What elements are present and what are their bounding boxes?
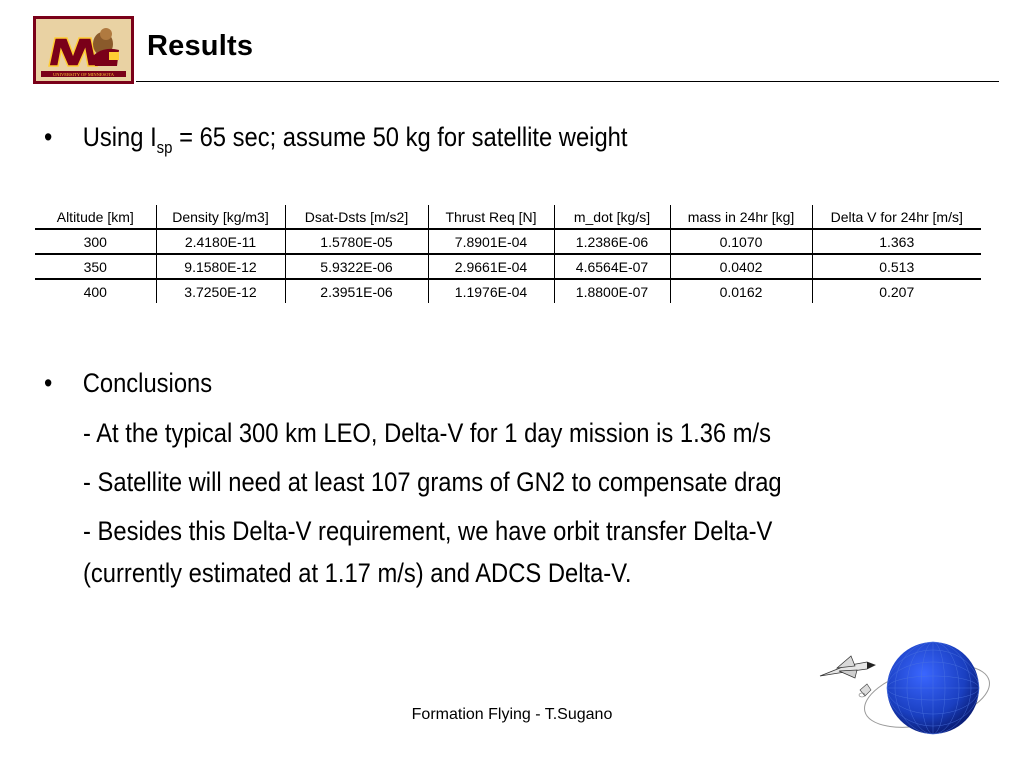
table-cell: 1.363: [812, 229, 981, 254]
conclusion-line: - Besides this Delta-V requirement, we have orbit transfer Delta-V: [83, 516, 773, 546]
slide-title: Results: [147, 30, 254, 62]
table-cell: 3.7250E-12: [156, 279, 285, 303]
column-header: Dsat-Dsts [m/s2]: [285, 205, 428, 229]
conclusion-line: (currently estimated at 1.17 m/s) and ADCS Delta-V.: [83, 558, 632, 588]
table-cell: 1.8800E-07: [554, 279, 670, 303]
column-header: Altitude [km]: [35, 205, 156, 229]
table-row: [35, 229, 981, 254]
table-cell: 1.2386E-06: [554, 229, 670, 254]
column-header: Density [kg/m3]: [156, 205, 285, 229]
table-cell: 400: [35, 279, 156, 303]
column-header: m_dot [kg/s]: [554, 205, 670, 229]
university-logo: [33, 16, 134, 84]
bullet-dot: •: [44, 368, 53, 398]
table-cell: 2.3951E-06: [285, 279, 428, 303]
conclusion-line: - At the typical 300 km LEO, Delta-V for 1 day mission is 1.36 m/s: [83, 418, 772, 448]
column-header: mass in 24hr [kg]: [670, 205, 812, 229]
table-header-row: [35, 205, 981, 229]
table-cell: 5.9322E-06: [285, 254, 428, 279]
conclusions-label: Conclusions: [82, 368, 213, 398]
table-cell: 1.1976E-04: [428, 279, 554, 303]
table-cell: 1.5780E-05: [285, 229, 428, 254]
table-cell: 0.0402: [670, 254, 812, 279]
drag-results-table: [35, 205, 981, 303]
column-header: Delta V for 24hr [m/s]: [812, 205, 981, 229]
column-header: Thrust Req [N]: [428, 205, 554, 229]
table-cell: 7.8901E-04: [428, 229, 554, 254]
table-cell: 0.513: [812, 254, 981, 279]
bullet-isp: [44, 121, 627, 164]
table-cell: 4.6564E-07: [554, 254, 670, 279]
isp-subscript: sp: [156, 138, 173, 157]
table-cell: 0.0162: [670, 279, 812, 303]
table-row: [35, 279, 981, 303]
table-cell: 2.4180E-11: [156, 229, 285, 254]
bullet-dot: •: [44, 122, 53, 152]
table-cell: 300: [35, 229, 156, 254]
table-cell: 0.1070: [670, 229, 812, 254]
isp-prefix: Using I: [82, 122, 157, 152]
table-cell: 0.207: [879, 283, 915, 300]
title-divider: [136, 81, 999, 82]
isp-suffix: = 65 sec; assume 50 kg for satellite weight: [172, 122, 628, 152]
conclusion-line: - Satellite will need at least 107 grams of GN2 to compensate drag: [83, 467, 782, 497]
footer-text: Formation Flying - T.Sugano: [411, 706, 613, 723]
table-row: [35, 254, 981, 279]
table-cell: 350: [35, 254, 156, 279]
table-cell: 2.9661E-04: [428, 254, 554, 279]
logo-text: UNIVERSITY OF MINNESOTA: [53, 72, 114, 77]
table-cell: 9.1580E-12: [156, 254, 285, 279]
bullet-conclusions: [44, 367, 212, 399]
